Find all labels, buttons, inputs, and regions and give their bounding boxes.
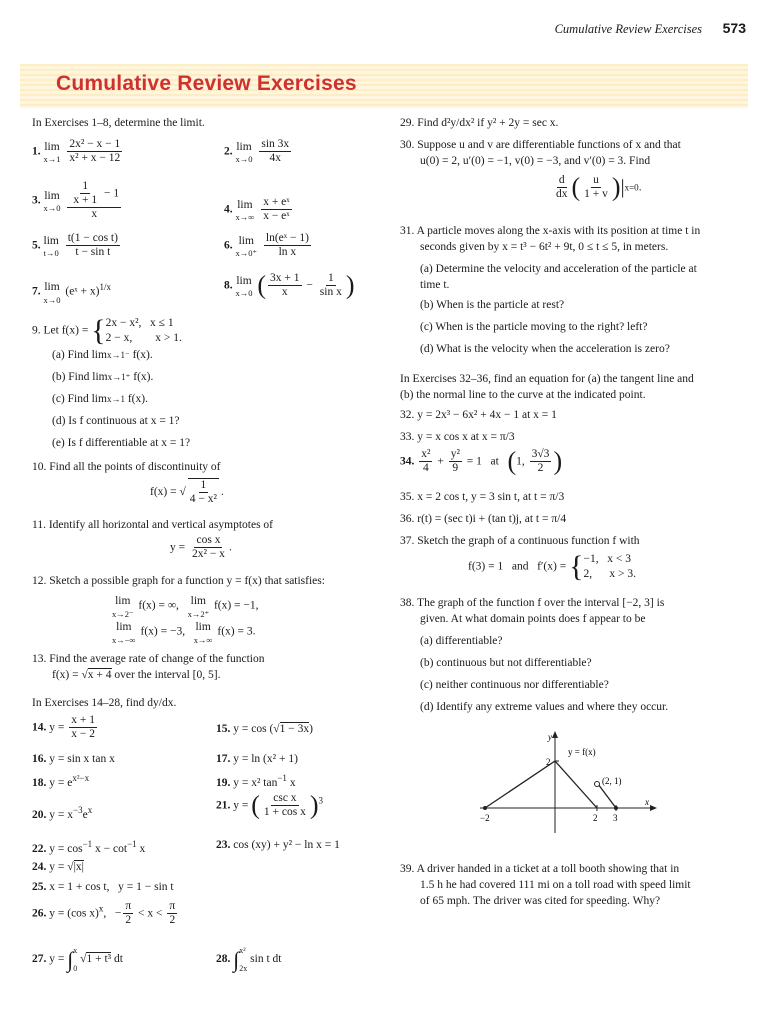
exercise-31-position: seconds given by x = t³ − 6t² + 9t, 0 ≤ t ≤ 5, in meters. — [420, 241, 669, 253]
exercise-38c: (c) neither continuous nor differentiable? — [420, 679, 609, 691]
graph-x-tick-neg2: −2 — [480, 813, 490, 823]
exercise-1: 1. lim x→1 $\frac{\text{2x² − x − 1}}{\text{x² + x − 12}}$ — [32, 138, 121, 165]
section-title: Cumulative Review Exercises — [56, 72, 357, 95]
intro-14-28: In Exercises 14–28, find dy/dx. — [32, 697, 177, 709]
exercise-15: 15. y = cos (√1 − 3x) — [216, 723, 313, 735]
exercise-38a: (a) differentiable? — [420, 635, 503, 647]
exercise-11: 11. Identify all horizontal and vertical asymptotes of — [32, 519, 274, 531]
exercise-28: 28. ∫x² 2x sin t dt — [216, 946, 282, 973]
exercise-31b: (b) When is the particle at rest? — [420, 299, 565, 311]
exercise-12: 12. Sketch a possible graph for a function y = f(x) that satisfies: — [32, 575, 325, 587]
exercise-17: 17. y = ln (x² + 1) — [216, 753, 298, 765]
exercise-22: 22. $y = \cos^{-1} x - \cot^{-1} x$ — [32, 839, 146, 855]
exercise-38-cont: given. At what domain points does f appear to be — [420, 613, 646, 625]
exercise-27: 27. y = ∫x 0 √1 + t³ dt — [32, 946, 123, 973]
graph-x-tick-2: 2 — [593, 813, 598, 823]
exercise-7: 7. lim x→0 (eˣ + x)$^{1/x}$ — [32, 281, 111, 305]
open-point-2-1 — [595, 782, 600, 787]
exercise-9e: (e) Is f differentiable at x = 1? — [52, 437, 191, 449]
running-title: Cumulative Review Exercises — [554, 22, 702, 36]
graph-x-label: x — [645, 797, 649, 807]
exercise-30-formula: $\frac{d}{dx}$ ( $\frac{u}{1 + v}$ )|x=0. — [556, 172, 642, 202]
exercise-4: 4. lim x→∞ $\frac{\text{x + eˣ}}{\text{x − eˣ}}$ — [224, 196, 290, 223]
exercise-34: 34. $\frac{\text{x²}}{4}$ + $\frac{\text{y²}}{9}$ = 1 at (1, $\frac{3√3}{2}$ ) — [400, 446, 563, 476]
exercise-9b: (b) Find lim — [52, 371, 108, 383]
exercise-16: 16. y = sin x tan x — [32, 753, 115, 765]
exercise-38d: (d) Identify any extreme values and where they occur. — [420, 701, 669, 713]
graph-point-label: (2, 1) — [602, 776, 622, 786]
exercise-18: 18. $y = e^{x^2-x}$ — [32, 773, 90, 789]
exercise-30: 30. Suppose u and v are differentiable functions of x and that — [400, 139, 681, 151]
exercise-9a: (a) Find lim — [52, 349, 107, 361]
graph-curve-label: y = f(x) — [568, 747, 596, 757]
exercise-8: 8. lim x→0 ( $\frac{3x + 1}{x}$ − $\frac{1}{\text{sin x}}$ ) — [224, 270, 355, 300]
exercise-2: 2. lim x→0 $\frac{\sin 3x}{4x}$ — [224, 138, 290, 165]
section-banner — [20, 64, 748, 108]
exercise-31a-cont: time t. — [420, 279, 450, 291]
y-axis-arrow-icon — [552, 731, 558, 738]
intro-32-36-cont: (b) the normal line to the curve at the indicated point. — [400, 389, 646, 401]
running-header — [0, 20, 768, 40]
exercise-38: 38. The graph of the function f over the interval [−2, 3] is — [400, 597, 665, 609]
exercise-3: 3. lim x→0 $\frac{1}{x + 1}$ − 1 x — [32, 180, 120, 221]
exercise-10-formula: f(x) = √ $\frac{1}{\text{4 − x²}}$ . — [150, 479, 224, 506]
exercise-14: 14. y = $\frac{x + 1}{x - 2}$ — [32, 714, 95, 741]
exercise-13-interval: over the interval [0, 5]. — [114, 669, 221, 681]
exercise-33: 33. y = x cos x at x = π/3 — [400, 431, 515, 443]
x-axis-arrow-icon — [650, 805, 657, 811]
exercise-9: 9. Let f(x) = {2x − x², x ≤ 1 2 − x, x > 1. — [32, 314, 182, 347]
graph-y-label: y — [548, 732, 552, 742]
exercise-23: 23. cos (xy) + y² − ln x = 1 — [216, 839, 340, 851]
exercise-9d: (d) Is f continuous at x = 1? — [52, 415, 180, 427]
exercise-21: 21. y = ( $\frac{\text{csc x}}{\text{1 + cos x}}$ )$^3$ — [216, 790, 324, 820]
intro-1-8: In Exercises 1–8, determine the limit. — [32, 117, 205, 129]
exercise-5: 5. lim t→0 $\frac{\text{t(1 − cos t)}}{\text{t − sin t}}$ — [32, 232, 118, 259]
exercise-36: 36. r(t) = (sec t)i + (tan t)j, at t = π/4 — [400, 513, 567, 525]
exercise-29: 29. Find d²y/dx² if y² + 2y = sec x. — [400, 117, 559, 129]
exercise-35: 35. x = 2 cos t, y = 3 sin t, at t = π/3 — [400, 491, 565, 503]
exercise-39-cont2: of 65 mph. The driver was cited for speeding. Why? — [420, 895, 661, 907]
exercise-37-conditions: f(3) = 1 and f′(x) = {−1, x < 3 2, x > 3. — [468, 550, 636, 583]
exercise-31: 31. A particle moves along the x-axis with its position at time t in — [400, 225, 701, 237]
exercise-39-cont: 1.5 h he had covered 111 mi on a toll road with speed limit — [420, 879, 691, 891]
exercise-31d: (d) What is the velocity when the acceleration is zero? — [420, 343, 670, 355]
endpoint-left — [483, 806, 487, 810]
graph-y-tick-label: 2 — [546, 757, 551, 767]
exercise-37: 37. Sketch the graph of a continuous function f with — [400, 535, 640, 547]
exercise-39: 39. A driver handed in a ticket at a toll booth showing that in — [400, 863, 680, 875]
exercise-26: 26. y = (cos x)$^x$, − $\frac{\pi}{2}$ < x < $\frac{\pi}{2}$ — [32, 900, 176, 927]
exercise-32: 32. y = 2x³ − 6x² + 4x − 1 at x = 1 — [400, 409, 557, 421]
page-number: 573 — [722, 20, 746, 36]
graph-x-tick-3: 3 — [613, 813, 618, 823]
exercise-19: 19. y = x² $\tan^{-1} x$ — [216, 773, 296, 789]
exercise-13: 13. Find the average rate of change of the function — [32, 653, 265, 665]
exercise-6: 6. lim x→0⁺ $\frac{\text{ln(eˣ − 1)}}{\text{ln x}}$ — [224, 232, 309, 259]
exercise-10: 10. Find all the points of discontinuity of — [32, 461, 221, 473]
exercise-25: 25. x = 1 + cos t, y = 1 − sin t — [32, 881, 174, 893]
exercise-30-values: u(0) = 2, u′(0) = −1, v(0) = −3, and v′(0) = 3. Find — [420, 155, 651, 167]
exercise-12-conditions-2: lim x→−∞ f(x) = −3, lim x→∞ f(x) = 3. — [112, 621, 256, 645]
graph-segment-falling — [555, 761, 597, 808]
exercise-38-graph — [480, 728, 660, 838]
exercise-31c: (c) When is the particle moving to the right? left? — [420, 321, 648, 333]
exercise-20: 20. $y = x^{-3}e^x$ — [32, 805, 93, 821]
exercise-12-conditions-1: lim x→2⁻ f(x) = ∞, lim x→2⁺ f(x) = −1, — [112, 595, 259, 619]
intro-32-36: In Exercises 32–36, find an equation for (a) the tangent line and — [400, 373, 694, 385]
exercise-9c: (c) Find lim — [52, 393, 107, 405]
exercise-31a: (a) Determine the velocity and acceleration of the particle at — [420, 263, 697, 275]
exercise-24: 24. y = √|x| — [32, 861, 84, 873]
exercise-38b: (b) continuous but not differentiable? — [420, 657, 592, 669]
graph-segment-rising — [485, 761, 555, 808]
graph-segment-right — [598, 784, 616, 808]
exercise-11-formula: y = $\frac{\text{cos x}}{\text{2x² − x}}$ . — [170, 534, 232, 561]
